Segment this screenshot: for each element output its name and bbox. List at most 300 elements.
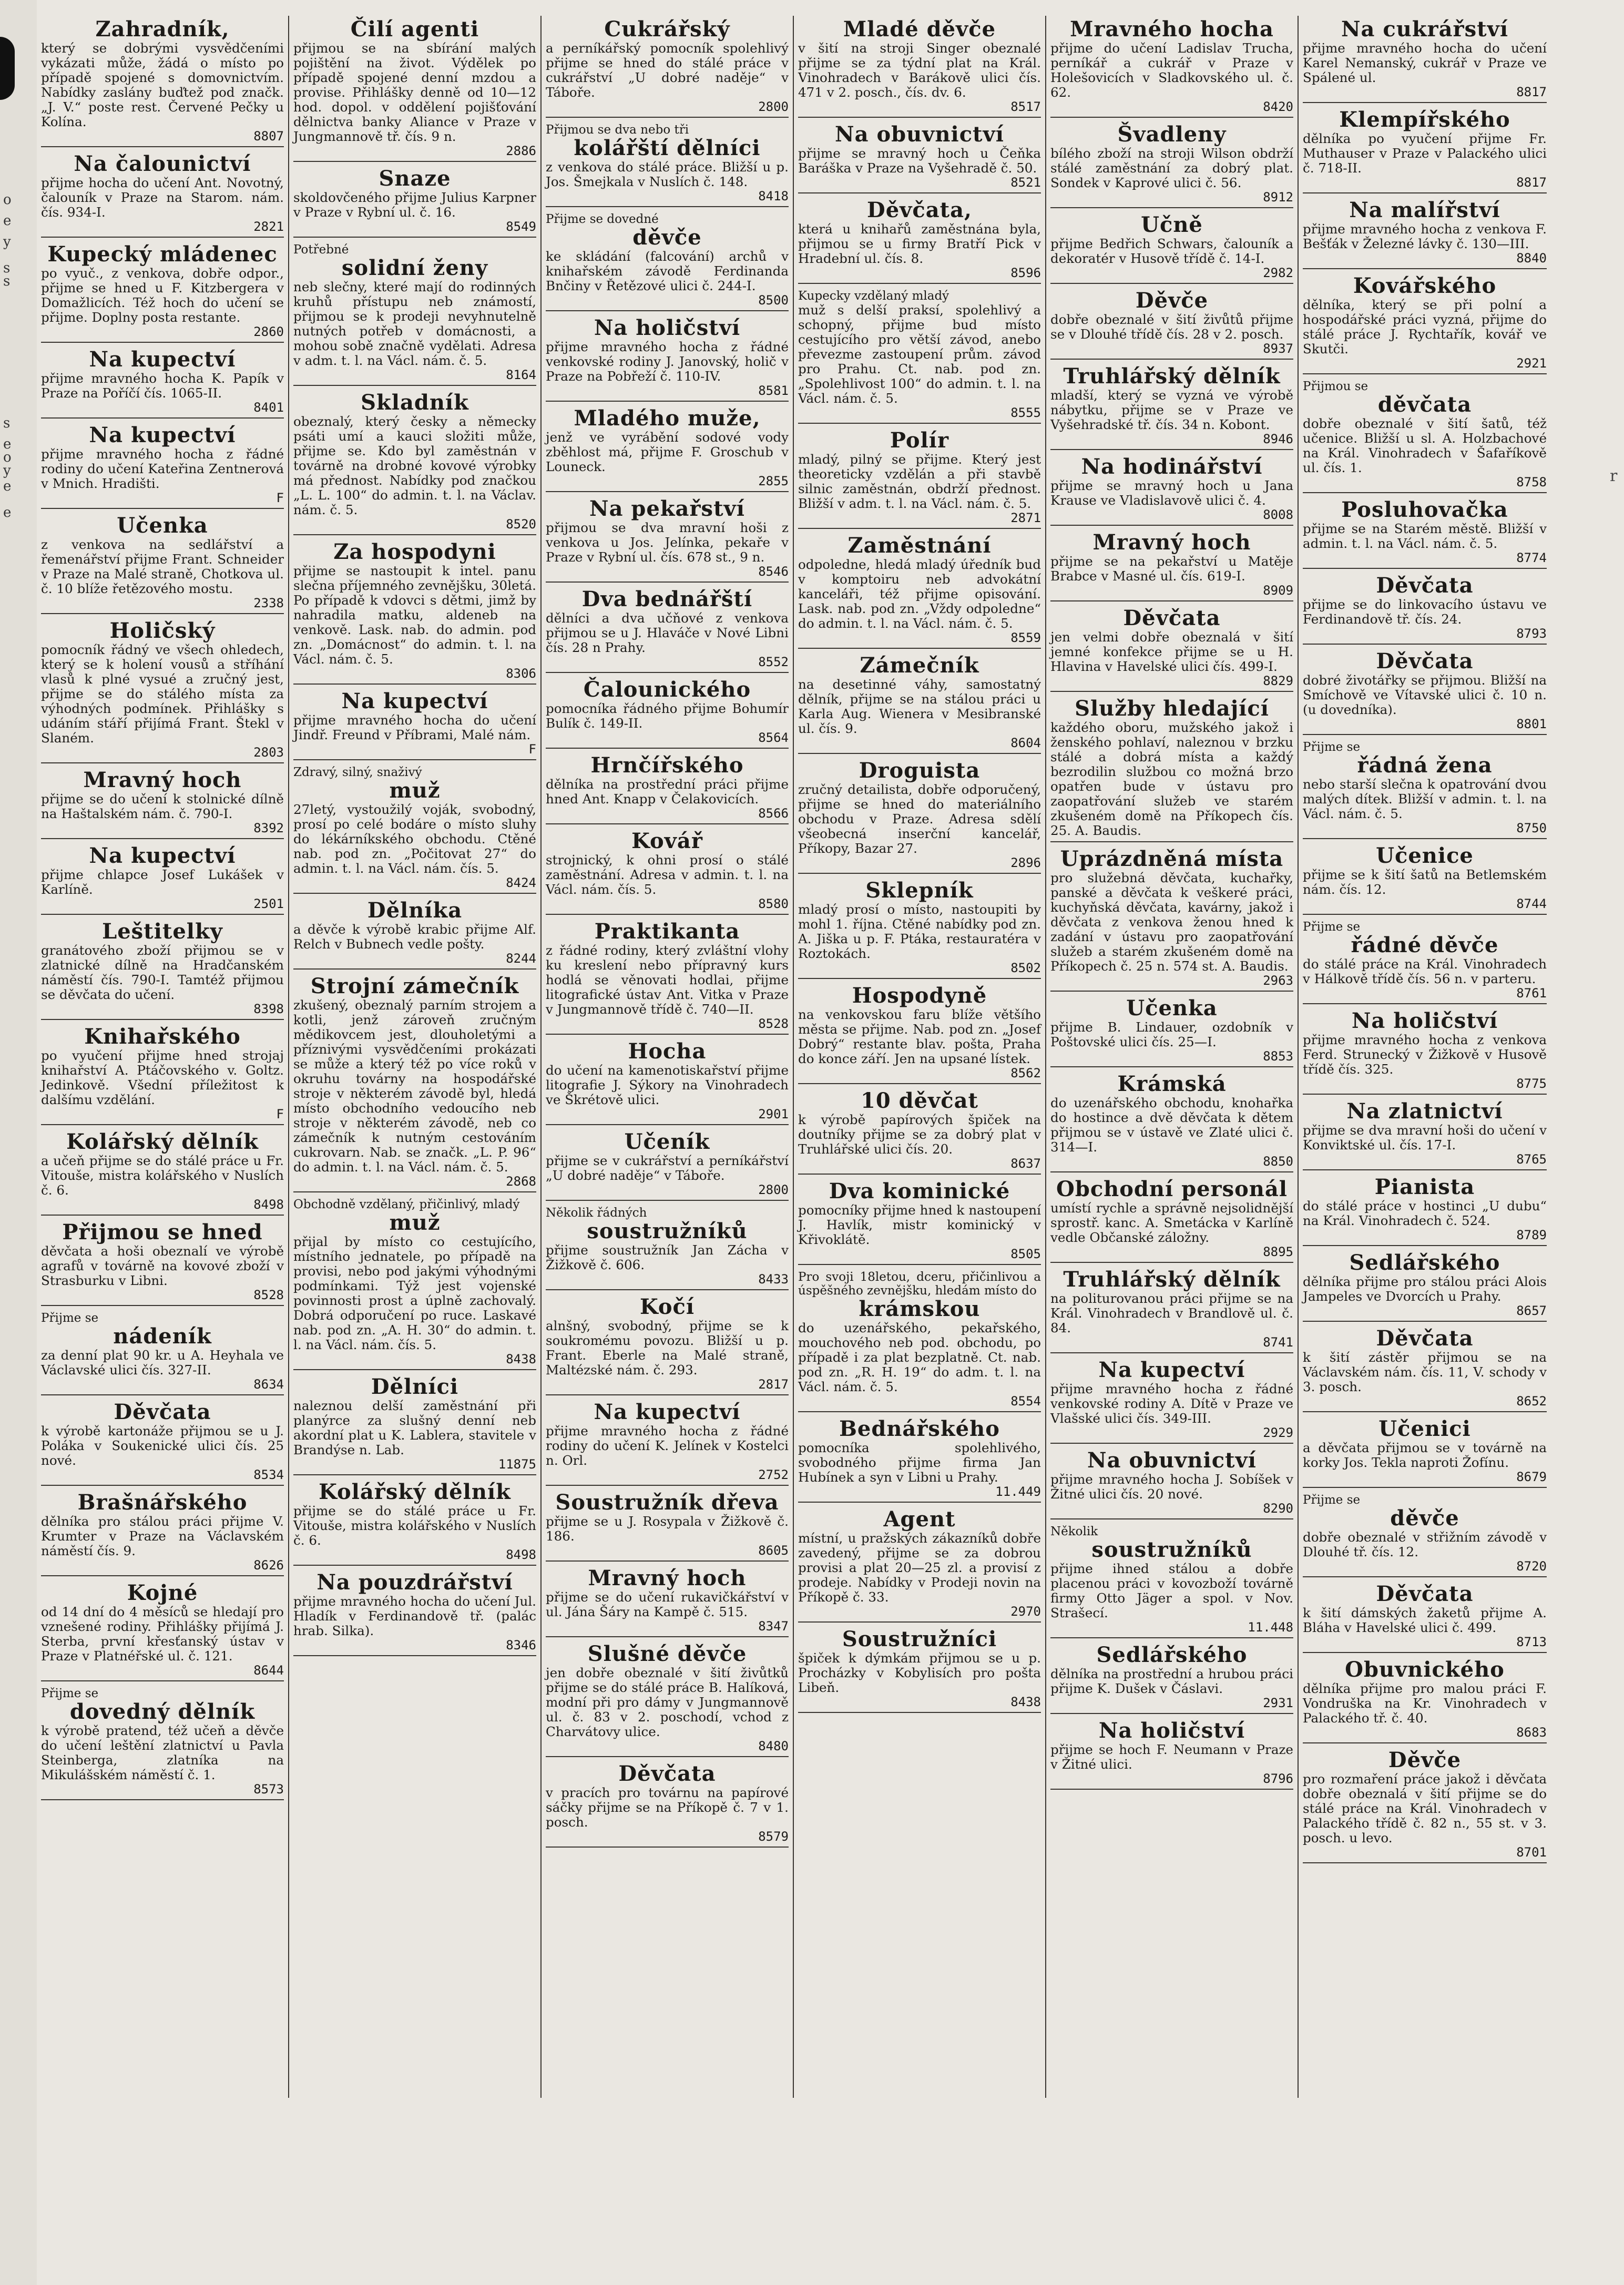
classified-ad bbox=[1050, 605, 1293, 692]
ad-body-text: v šití na stroji Singer obeznalé přijme se za týdní plat na Král. Vinohradech v Barákově ulici čís. 471 v 2. posch., čís. dv. 6. bbox=[798, 40, 1041, 100]
classified-ad bbox=[1050, 211, 1293, 284]
ad-lead-line: Několik řádných bbox=[546, 1206, 647, 1220]
ad-body-text: přijme mravného hocha do učení Jul. Hladík v Ferdinandově tř. (palác hrab. Silka). bbox=[293, 1594, 536, 1638]
classified-ad bbox=[293, 973, 536, 1192]
ad-body-text: do uzenářského, pekařského, mouchového neb pod. obchodu, po případě i za plat bezplatně. Ct. nab. pod zn. „R. H. 19“ do adm. t. l. na Václ. nám. č. 5. bbox=[798, 1320, 1041, 1394]
ad-reference-number: 2501 bbox=[253, 896, 284, 911]
classified-ad bbox=[1050, 16, 1293, 118]
classified-ad bbox=[546, 1565, 789, 1637]
ad-heading: Děvčata bbox=[1376, 649, 1474, 674]
ad-column-3 bbox=[542, 16, 794, 2098]
ad-body-text: přijme soustružník Jan Zácha v Žižkově č. 606. bbox=[546, 1242, 789, 1272]
ad-body-text: přijme se k šití šatů na Betlemském nám. čís. 12. bbox=[1303, 867, 1547, 897]
ad-body-text: k výrobě papírových špiček na doutníky přijme se za dobrý plat v Truhlářské ulici čís. 20. bbox=[798, 1112, 1041, 1157]
ad-body-text: děvčata a hoši obeznalí ve výrobě agrafů v továrně na kovové zboží v Strasburku v Libni. bbox=[41, 1243, 284, 1288]
ad-body-text: pro rozmaření práce jakož i děvčata dobře obeznalá v šití přijme se do stálé práce na Král. Vinohradech v Palackého třídě č. 82 n., 55 st. v 3. posch. u levo. bbox=[1303, 1771, 1547, 1845]
ad-body-text: přijme chlapce Josef Lukášek v Karlíně. bbox=[41, 867, 284, 897]
classified-ad bbox=[1050, 1717, 1293, 1790]
ad-heading: Zámečník bbox=[860, 653, 979, 678]
classified-ad bbox=[798, 1506, 1041, 1623]
classified-ad bbox=[546, 1038, 789, 1125]
ad-body-text: který se dobrými vysvědčeními vykázati může, žádá o místo po případě spojené s domovnictvím. Nabídky zaslány buďtež pod značk. „J. V.“ poste rest. Červené Pečky u Kolína. bbox=[41, 40, 284, 129]
ad-heading: Děvčata, bbox=[867, 198, 972, 222]
left-margin-fragment bbox=[0, 0, 37, 2285]
classified-ad bbox=[546, 210, 789, 311]
ad-body-text: dělníka na prostřední práci přijme hned Ant. Knapp v Čelakovicích. bbox=[546, 777, 789, 807]
ad-body-text: přijme se mravný hoch u Čeňka Baráška v Praze na Vyšehradě č. 50. bbox=[798, 146, 1041, 176]
classified-ad bbox=[1050, 1176, 1293, 1263]
ad-reference-number: 8720 bbox=[1516, 1559, 1547, 1574]
classified-ad bbox=[1303, 272, 1547, 374]
ad-heading: Na holičství bbox=[1351, 1008, 1498, 1033]
ad-heading: Přijmou se hned bbox=[62, 1220, 263, 1244]
classified-ad bbox=[546, 1293, 789, 1395]
classified-ad bbox=[546, 1128, 789, 1201]
classified-ad bbox=[798, 757, 1041, 874]
ad-reference-number: 8008 bbox=[1263, 507, 1293, 522]
ad-body-text: umístí rychle a správně nejsolidnější sprostř. kanc. A. Smetácka v Karlíně vedle Občanské záložny. bbox=[1050, 1200, 1293, 1245]
ad-heading: Kovář bbox=[631, 829, 703, 853]
classified-ad bbox=[1303, 918, 1547, 1004]
ad-reference-number: 8652 bbox=[1516, 1394, 1547, 1409]
classified-ad bbox=[798, 1626, 1041, 1713]
classified-ad bbox=[41, 1685, 284, 1800]
ad-body-text: přijme mravného hocha do učení Jindř. Freund v Příbrami, Malé nám. bbox=[293, 712, 536, 742]
ad-body-text: z venkova na sedlářství a řemenářství přijme Frant. Schneider v Praze na Malé straně, Chotkova ul. č. 10 blíže řetězového mostu. bbox=[41, 537, 284, 596]
classified-ad bbox=[1303, 496, 1547, 569]
ad-body-text: přijme se na Starém městě. Bližší v admin. t. l. na Václ. nám. č. 5. bbox=[1303, 521, 1547, 551]
classified-ad bbox=[293, 897, 536, 970]
ad-body-text: dělníka přijme pro malou práci F. Vondruška na Kr. Vinohradech v Palackého tř. č. 40. bbox=[1303, 1681, 1547, 1726]
classified-ad bbox=[546, 676, 789, 749]
ad-body-text: přijme mravného hocha z řádné rodiny do učení K. Jelínek v Kostelci n. Orl. bbox=[546, 1423, 789, 1468]
ad-reference-number: 8765 bbox=[1516, 1152, 1547, 1167]
classified-ad bbox=[1050, 453, 1293, 526]
ad-heading: soustružníků bbox=[587, 1219, 748, 1243]
ad-reference-number: 2929 bbox=[1263, 1425, 1293, 1440]
ad-reference-number: 8775 bbox=[1516, 1076, 1547, 1091]
ad-heading: Sklepník bbox=[865, 878, 974, 903]
ad-heading: Na malířství bbox=[1349, 198, 1500, 222]
ad-heading: Skladník bbox=[361, 390, 469, 415]
classified-ad bbox=[41, 512, 284, 614]
ad-body-text: po vyuč., z venkova, dobře odpor., přijme se hned u F. Kitzbergera v Domažlicích. Též hoch do učení se přijme. Doplny posta restante. bbox=[41, 266, 284, 325]
ad-body-text: jen dobře obeznalé v šití živůtků přijme se do stálé práce B. Halíková, modní při pro dámy v Jungmannově ul. č. 83 v 2. poschodí, vchod z Charvátovy ulice. bbox=[546, 1665, 789, 1739]
ad-reference-number: 2970 bbox=[1010, 1604, 1041, 1619]
ad-lead-line: Přijmou se dva nebo tři bbox=[546, 123, 689, 137]
ad-heading: děvče bbox=[632, 225, 702, 250]
ad-reference-number: 2821 bbox=[253, 219, 284, 234]
classified-ad bbox=[546, 752, 789, 824]
ad-heading: Truhlářský dělník bbox=[1063, 364, 1281, 389]
ad-body-text: pomocník řádný ve všech ohledech, který se k holení vousů a stříhání vlasů k plné vysué a zručný jest, přijme se do stálého místa za výhodných podmínek. Přihlášky s udáním stáří přijímá Frant. Štekl v Slaném. bbox=[41, 642, 284, 746]
classified-ad bbox=[41, 1579, 284, 1681]
classified-ad bbox=[1050, 287, 1293, 360]
ad-heading: Učenka bbox=[117, 513, 208, 538]
ad-body-text: přijme Bedřich Schwars, čalouník a dekoratér v Husově třídě č. 14-I. bbox=[1050, 236, 1293, 266]
ad-heading: Děvčata bbox=[1376, 1582, 1474, 1606]
ad-body-text: přijme se u J. Rosypala v Žižkově č. 186. bbox=[546, 1514, 789, 1544]
classified-ad bbox=[1050, 1070, 1293, 1172]
ad-body-text: přijme mravného hocha z řádné rodiny do učení Kateřina Zentnerová v Mnich. Hradišti. bbox=[41, 446, 284, 491]
classified-ad bbox=[1050, 695, 1293, 842]
ad-lead-line: Přijme se bbox=[1303, 920, 1361, 934]
ad-body-text: mladší, který se vyzná ve výrobě nábytku, přijme se v Praze ve Vyšehradské tř. čís. 34 n. Kobont. bbox=[1050, 387, 1293, 432]
classified-ad bbox=[41, 1399, 284, 1486]
ad-heading: Soustružník dřeva bbox=[555, 1490, 779, 1515]
ad-reference-number: 2860 bbox=[253, 324, 284, 339]
ad-heading: Hocha bbox=[628, 1039, 707, 1064]
ad-heading: Obchodní personál bbox=[1056, 1177, 1288, 1201]
ad-heading: Na kupectví bbox=[341, 689, 488, 713]
ad-heading: 10 děvčat bbox=[861, 1088, 978, 1113]
classified-ad bbox=[41, 150, 284, 238]
ad-reference-number: 8420 bbox=[1263, 99, 1293, 114]
ad-reference-number: 8829 bbox=[1263, 674, 1293, 688]
ad-body-text: dělníka přijme pro stálou práci Alois Jampeles ve Dvorcích u Prahy. bbox=[1303, 1274, 1547, 1304]
classified-ad bbox=[293, 1478, 536, 1566]
ad-body-text: do stálé práce v hostinci „U dubu“ na Král. Vinohradech č. 524. bbox=[1303, 1198, 1547, 1228]
classified-ad bbox=[1050, 1447, 1293, 1519]
ad-reference-number: 8392 bbox=[253, 821, 284, 835]
ad-body-text: přijme se v cukrářství a perníkářství „U dobré naděje“ v Táboře. bbox=[546, 1153, 789, 1183]
ad-heading: Mravného hocha bbox=[1070, 17, 1274, 42]
ad-lead-line: Kupecky vzdělaný mladý bbox=[798, 289, 949, 303]
ad-heading: Leštitelky bbox=[102, 919, 223, 944]
ad-reference-number: 8946 bbox=[1263, 432, 1293, 446]
classified-ad bbox=[798, 121, 1041, 193]
ad-body-text: dělníka na prostřední a hrubou práci přijme K. Dušek v Čáslavi. bbox=[1050, 1666, 1293, 1696]
ad-body-text: k šití zástěr přijmou se na Václavském nám. čís. 11, V. schody v 3. posch. bbox=[1303, 1350, 1547, 1394]
classified-ad bbox=[546, 1489, 789, 1562]
classified-ad bbox=[1303, 1656, 1547, 1743]
ad-reference-number: 8853 bbox=[1263, 1049, 1293, 1064]
classified-ad bbox=[293, 389, 536, 535]
ad-heading: děvčata bbox=[1377, 392, 1472, 417]
ad-heading: Kojné bbox=[127, 1580, 198, 1605]
ad-heading: Polír bbox=[890, 428, 949, 453]
ad-body-text: obeznalý, který česky a německy psáti umí a kauci složiti může, přijme se. Kdo byl zaměstnán v továrně na drobné kovové výrobky má přednost. Nabídky pod značkou „L. L. 100“ do admin. t. l. na Václav. nám. č. 5. bbox=[293, 414, 536, 517]
classified-ad bbox=[798, 287, 1041, 424]
ad-heading: Knihařského bbox=[84, 1024, 241, 1049]
ad-body-text: nebo starší slečna k opatrování dvou malých dítek. Bližší v admin. t. l. na Václ. nám. č. 5. bbox=[1303, 777, 1547, 821]
ad-heading: Strojní zámečník bbox=[310, 974, 519, 998]
ad-reference-number: 8701 bbox=[1516, 1845, 1547, 1860]
ad-reference-number: 8566 bbox=[758, 806, 789, 821]
classified-ad bbox=[293, 241, 536, 386]
ad-body-text: a děvčata přijmou se v továrně na korky Jos. Tekla naproti Žofínu. bbox=[1303, 1440, 1547, 1470]
classified-ad bbox=[41, 617, 284, 763]
ad-reference-number: 2803 bbox=[253, 745, 284, 760]
ad-body-text: přijme mravného hocha J. Sobíšek v Žitné ulici čís. 20 nové. bbox=[1050, 1472, 1293, 1502]
ad-body-text: jenž ve vyrábění sodové vody zběhlost má, přijme F. Groschub v Louneck. bbox=[546, 430, 789, 474]
ad-body-text: na desetinné váhy, samostatný dělník, přijme se na stálou práci u Karla Aug. Wienera v Mesibranské ul. čís. 9. bbox=[798, 677, 1041, 736]
classified-ad bbox=[1303, 106, 1547, 193]
ad-reference-number: 2868 bbox=[506, 1174, 536, 1189]
classified-ad bbox=[41, 16, 284, 147]
ad-heading: Na pekařství bbox=[589, 496, 745, 521]
ad-reference-number: 8789 bbox=[1516, 1228, 1547, 1242]
ad-heading: Mladé děvče bbox=[843, 17, 996, 42]
ad-reference-number: 8164 bbox=[506, 368, 536, 382]
ad-column-6 bbox=[1299, 16, 1551, 2098]
ad-heading: Kolářský dělník bbox=[66, 1129, 259, 1154]
classified-ad bbox=[41, 1219, 284, 1306]
ad-lead-line: Přijme se bbox=[1303, 740, 1361, 754]
ad-heading: Truhlářský dělník bbox=[1063, 1267, 1281, 1292]
ad-heading: dovedný dělník bbox=[69, 1699, 256, 1724]
ad-body-text: granátového zboží přijmou se v zlatnické dílně na Hradčanském náměstí čís. 790-I. Tamtéž přijmou se děvčata do učení. bbox=[41, 943, 284, 1002]
ad-body-text: špiček k dýmkám přijmou se u p. Procházky v Kobylisích pro pošta Libeň. bbox=[798, 1650, 1041, 1695]
ad-body-text: každého oboru, mužského jakož i ženského pohlaví, naleznou v brzku stálé a dobrá místa a každý bezrodilin službou co možná brzo opatřen bude v ústavu pro zaopatřování služeb ve starém zkušeném domě na Příkopech čís. 25. A. Baudis. bbox=[1050, 720, 1293, 838]
margin-letter: s bbox=[3, 260, 11, 276]
ad-body-text: přijme mravného hocha K. Papík v Praze na Poříčí čís. 1065-II. bbox=[41, 371, 284, 401]
ad-reference-number: 8517 bbox=[1010, 99, 1041, 114]
ad-body-text: od 14 dní do 4 měsíců se hledají pro vznešené rodiny. Přihlášky přijímá J. Sterba, první křesťanský ústav v Praze v Platnéřské ul. č. 121. bbox=[41, 1604, 284, 1664]
ad-heading: řádné děvče bbox=[1351, 933, 1499, 957]
ad-body-text: a děvče k výrobě krabic přijme Alf. Relch v Bubnech vedle pošty. bbox=[293, 922, 536, 952]
ad-reference-number: 8500 bbox=[758, 293, 789, 308]
ad-heading: kolářští dělníci bbox=[574, 136, 761, 160]
ad-heading: Na pouzdrářství bbox=[316, 1570, 513, 1595]
ad-heading: Čilí agenti bbox=[350, 17, 479, 42]
ad-heading: Kolářský dělník bbox=[319, 1480, 511, 1504]
ad-reference-number: 8552 bbox=[758, 655, 789, 669]
ad-reference-number: 8679 bbox=[1516, 1470, 1547, 1484]
ad-reference-number: 8626 bbox=[253, 1558, 284, 1573]
ad-body-text: pomocníka spolehlivého, svobodného přijme firma Jan Hubínek a syn v Libni u Prahy. bbox=[798, 1440, 1041, 1485]
margin-letter: e bbox=[3, 478, 12, 494]
ad-reference-number: F bbox=[528, 742, 536, 757]
ad-body-text: a učeň přijme se do stálé práce u Fr. Vitouše, mistra kolářského v Nuslích č. 6. bbox=[41, 1153, 284, 1198]
ad-reference-number: 8528 bbox=[253, 1288, 284, 1302]
ad-heading: řádná žena bbox=[1357, 753, 1493, 778]
classified-ad bbox=[1303, 1007, 1547, 1095]
ad-body-text: přijme se do učení k stolnické dílně na Haštalském nám. č. 790-I. bbox=[41, 791, 284, 821]
classified-ad bbox=[798, 1268, 1041, 1412]
margin-letter: o bbox=[3, 192, 12, 208]
classified-ad bbox=[1303, 378, 1547, 493]
ad-body-text: odpoledne, hledá mladý úředník bud v komptoiru neb advokátní kanceláři, též přijme opisování. Lask. nab. pod zn. „Vždy odpoledne“ do admin. t. l. na Václ. nám. č. 5. bbox=[798, 557, 1041, 631]
classified-ad bbox=[546, 314, 789, 402]
ad-heading: Soustružníci bbox=[842, 1627, 997, 1651]
ad-heading: Na kupectví bbox=[89, 347, 236, 372]
classified-ad bbox=[293, 165, 536, 238]
ad-heading: Agent bbox=[883, 1507, 956, 1532]
ad-reference-number: 2855 bbox=[758, 474, 789, 488]
classified-ad bbox=[546, 1760, 789, 1848]
classified-ad bbox=[41, 1489, 284, 1576]
ad-reference-number: 8306 bbox=[506, 666, 536, 681]
ad-heading: Děvčata bbox=[618, 1761, 716, 1786]
ad-lead-line: Přijmou se bbox=[1303, 380, 1368, 393]
ad-reference-number: 8528 bbox=[758, 1016, 789, 1031]
ad-reference-number: 8713 bbox=[1516, 1635, 1547, 1649]
ad-body-text: mladý prosí o místo, nastoupiti by mohl 1. října. Ctěné nabídky pod zn. A. Jiška u p. F. Ptáka, restauratéra v Roztokách. bbox=[798, 902, 1041, 961]
ad-heading: Krámská bbox=[1117, 1072, 1227, 1096]
ad-reference-number: 8498 bbox=[506, 1547, 536, 1562]
classified-ad bbox=[41, 1128, 284, 1216]
ad-heading: muž bbox=[389, 1210, 441, 1235]
classified-ad bbox=[1303, 1415, 1547, 1488]
ad-heading: Uprázdněná místa bbox=[1060, 846, 1284, 871]
classified-ad bbox=[798, 652, 1041, 754]
ad-heading: Děvčata bbox=[1376, 1326, 1474, 1351]
classified-ad bbox=[546, 16, 789, 118]
ad-body-text: přijmou se na sbírání malých pojištění na život. Výdělek po případě spojené denní mzdou a provise. Přihlášky denně od 10—12 hod. dopol. v oddělení pojišťování dělnictva banky Aliance v Praze v Jungmannově tř. čís. 9 n. bbox=[293, 40, 536, 144]
ad-heading: Hrnčířského bbox=[590, 753, 744, 778]
classified-ad bbox=[798, 197, 1041, 284]
ad-body-text: dobře obeznalé v šití živůtů přijme se v Dlouhé třídě čís. 28 v 2. posch. bbox=[1050, 312, 1293, 342]
ad-heading: nádeník bbox=[113, 1324, 212, 1349]
classified-ad bbox=[798, 1087, 1041, 1175]
ad-body-text: zkušený, obeznalý parním strojem a kotli, jenž zároveň zručným mědikovcem jest, dlouholetými a příznivými vysvědčeními prokázati se může a který též po více roků v okruhu továrny na hospodářské stroje v některém závodě byl, hledá místo obchodního vedoucího neb stroje v některém závodě, neb co zámečník k nutným cestováním cukrovarn. Nab. se značk. „L. P. 96“ do admin. t. l. na Václ. nám. č. 5. bbox=[293, 997, 536, 1175]
ad-heading: Na holičství bbox=[1098, 1718, 1245, 1743]
ad-body-text: přijme hocha do učení Ant. Novotný, čalouník v Praze na Starom. nám. čís. 934-I. bbox=[41, 175, 284, 220]
ad-heading: Dělníci bbox=[371, 1374, 459, 1399]
ad-reference-number: 8895 bbox=[1263, 1244, 1293, 1259]
ad-body-text: dobře obeznalé v šití šatů, též učenice. Bližší u sl. A. Holzbachové na Král. Vinohradech v Šafaříkově ul. čís. 1. bbox=[1303, 416, 1547, 475]
ad-reference-number: 8580 bbox=[758, 896, 789, 911]
ad-reference-number: 8657 bbox=[1516, 1303, 1547, 1318]
ad-heading: Mravný hoch bbox=[83, 768, 242, 792]
ad-reference-number: 8579 bbox=[758, 1829, 789, 1844]
ad-lead-line: Přijme se bbox=[41, 1311, 99, 1325]
ad-heading: Hospodyně bbox=[852, 983, 987, 1008]
ad-body-text: naleznou delší zaměstnání při planýrce za slušný denní neb akordní plat u K. Lablera, stavitele v Brandýse n. Lab. bbox=[293, 1398, 536, 1457]
ad-body-text: muž s delší praksí, spolehlivý a schopný, přijme bud místo cestujícího pro větší závod, anebo převezme zastoupení prům. závod pro Prahu. Ct. nab. pod zn. „Spolehlivost 100“ do admin. t. l. na Václ. nám. č. 5. bbox=[798, 302, 1041, 406]
ad-heading: Děvčata bbox=[114, 1400, 211, 1424]
ad-reference-number: F bbox=[276, 491, 284, 505]
classified-ad bbox=[1303, 1491, 1547, 1577]
ad-body-text: přijme se nastoupit k intel. panu slečna příjemného zevnějšku, 30letá. Po případě k vdovci s dětmi, jimž by nahradila matku, aldeneb na venkově. Lask. nab. do admin. pod zn. „Domácnost“ do admin. t. l. na Václ. nám. č. 5. bbox=[293, 563, 536, 667]
ad-reference-number: 2963 bbox=[1263, 973, 1293, 988]
ad-heading: Učenka bbox=[1126, 996, 1218, 1021]
ad-reference-number: 8850 bbox=[1263, 1154, 1293, 1169]
ad-body-text: dělníka po vyučení přijme Fr. Muthauser v Praze v Palackého ulici č. 718-II. bbox=[1303, 131, 1547, 176]
ad-reference-number: 11.448 bbox=[1248, 1620, 1293, 1635]
ad-heading: Učně bbox=[1141, 212, 1203, 237]
ad-lead-line: Přijme se dovedné bbox=[546, 212, 659, 226]
ad-reference-number: 8418 bbox=[758, 189, 789, 203]
ad-heading: Pianista bbox=[1374, 1175, 1475, 1199]
ad-reference-number: 8801 bbox=[1516, 717, 1547, 731]
ad-body-text: strojnický, k ohni prosí o stálé zaměstnání. Adresa v admin. t. l. na Václ. nám. čís. 5. bbox=[546, 852, 789, 897]
classified-ad bbox=[293, 1569, 536, 1656]
ad-body-text: ke skládání (falcování) archů v knihařském závodě Ferdinanda Bnčiny v Řetězové ulici č. 244-I. bbox=[546, 249, 789, 293]
ad-lead-line: Potřebné bbox=[293, 243, 349, 257]
ad-body-text: mladý, pilný se přijme. Který jest theoreticky vzdělán a při stavbě silnic zaměstnán, obdrží přednost. Bližší v adm. t. l. na Václ. nám. č. 5. bbox=[798, 452, 1041, 511]
ad-body-text: přijme se na pekařství u Matěje Brabce v Masné ul. čís. 619-I. bbox=[1050, 554, 1293, 584]
ad-heading: soustružníků bbox=[1091, 1537, 1252, 1562]
ad-reference-number: 8637 bbox=[1010, 1156, 1041, 1171]
classified-ad bbox=[1303, 1098, 1547, 1170]
ad-body-text: přijme mravného hocha z venkova F. Bešťák v Železné lávky č. 130—III. bbox=[1303, 221, 1547, 251]
margin-letter: s bbox=[3, 273, 11, 289]
ad-reference-number: 8549 bbox=[506, 219, 536, 234]
ad-lead-line: Pro svoji 18letou, dceru, přičinlivou a úspěšného zevnějšku, hledám místo do bbox=[798, 1270, 1041, 1298]
ad-reference-number: 8840 bbox=[1516, 251, 1547, 266]
classified-ad bbox=[1303, 1174, 1547, 1246]
ad-body-text: dělníka, který se při polní a hospodářské práci vyzná, přijme do stálé práce J. Rychtařík, kovář ve Skutči. bbox=[1303, 297, 1547, 356]
ad-reference-number: 8398 bbox=[253, 1002, 284, 1016]
ad-body-text: pomocníka řádného přijme Bohumír Bulík č. 149-II. bbox=[546, 701, 789, 731]
ad-heading: Snaze bbox=[379, 166, 451, 191]
ad-lead-line: Přijme se bbox=[1303, 1493, 1361, 1507]
ad-body-text: k výrobě kartonáže přijmou se u J. Poláka v Soukenické ulici čís. 25 nové. bbox=[41, 1423, 284, 1468]
ad-heading: Dva kominické bbox=[829, 1179, 1010, 1203]
ad-body-text: přijme B. Lindauer, ozdobník v Poštovské ulici čís. 25—I. bbox=[1050, 1019, 1293, 1049]
ad-reference-number: 8596 bbox=[1010, 266, 1041, 280]
ad-reference-number: 8937 bbox=[1263, 341, 1293, 356]
ad-reference-number: 8433 bbox=[758, 1272, 789, 1287]
ad-heading: Děvče bbox=[1135, 288, 1209, 313]
margin-letter: y bbox=[3, 234, 11, 250]
ad-heading: krámskou bbox=[859, 1297, 980, 1321]
ad-heading: Sedlářského bbox=[1096, 1643, 1248, 1667]
ad-body-text: dobré životářky se přijmou. Bližší na Smíchově ve Vítavské ulici č. 10 n. (u dovedníka). bbox=[1303, 672, 1547, 717]
ad-reference-number: 8909 bbox=[1263, 583, 1293, 598]
ad-heading: Mravný hoch bbox=[1092, 530, 1251, 555]
ad-heading: Dělníka bbox=[367, 898, 463, 923]
ad-body-text: pro služebná děvčata, kuchařky, panské a děvčata k veškeré práci, kuchyňská děvčata, kavárny, jakož i děvčata z venkova ženou hned k zadání v ústavu pro zaopatřování služeb a starém zkušeném domě na Příkopech č. 25 n. 574 st. A. Baudis. bbox=[1050, 870, 1293, 974]
ad-reference-number: 8573 bbox=[253, 1782, 284, 1797]
classified-ad bbox=[293, 16, 536, 162]
classified-ad bbox=[41, 918, 284, 1020]
margin-letter: y bbox=[3, 463, 11, 478]
classified-ad bbox=[546, 495, 789, 583]
ad-heading: Dva bednářští bbox=[581, 587, 753, 611]
ad-lead-line: Několik bbox=[1050, 1525, 1098, 1538]
margin-letter: o bbox=[3, 450, 12, 465]
ad-reference-number: 8750 bbox=[1516, 821, 1547, 835]
classified-ad bbox=[1303, 16, 1547, 103]
ad-body-text: přijme se do stálé práce u Fr. Vitouše, mistra kolářského v Nuslích č. 6. bbox=[293, 1503, 536, 1548]
ad-body-text: a perníkářský pomocník spolehlivý přijme se hned do stálé práce v cukrářství „U dobré naděje“ v Táboře. bbox=[546, 40, 789, 100]
ad-column-2 bbox=[289, 16, 542, 2098]
ad-heading: Učeník bbox=[624, 1129, 710, 1154]
ad-reference-number: 8774 bbox=[1516, 550, 1547, 565]
classified-ad bbox=[1050, 363, 1293, 450]
ad-reference-number: 8438 bbox=[506, 1352, 536, 1366]
ad-heading: Na kupectví bbox=[594, 1400, 741, 1424]
ad-body-text: na venkovskou faru blíže většího města se přijme. Nab. pod zn. „Josef Dobrý“ restante blav. pošta, Praha do konce září. Jen na upsané lístek. bbox=[798, 1007, 1041, 1066]
ad-heading: Mravný hoch bbox=[588, 1566, 747, 1590]
classified-ads-columns bbox=[37, 16, 1551, 2098]
ad-heading: Posluhovačka bbox=[1341, 497, 1508, 522]
ad-heading: Na kupectví bbox=[1098, 1358, 1245, 1382]
ad-heading: Na kupectví bbox=[89, 423, 236, 447]
ad-body-text: bílého zboží na stroji Wilson obdrží stálé zaměstnání za dobrý plat. Sondek v Kaprové ulici č. 56. bbox=[1050, 146, 1293, 190]
ad-reference-number: 8498 bbox=[253, 1197, 284, 1212]
ad-body-text: místní, u pražských zákazníků dobře zavedený, přijme se za dobrou provisi a plat 20—25 zl. a provisí z prodeje. Nabídky v Prodeji novin na Příkopě č. 33. bbox=[798, 1531, 1041, 1605]
classified-ad bbox=[798, 1178, 1041, 1265]
ad-body-text: skoldovčeného přijme Julius Karpner v Praze v Rybní ul. č. 16. bbox=[293, 190, 536, 220]
ad-body-text: k výrobě pratend, též učeň a děvče do učení leštění zlatnictví u Pavla Steinberga, zlatníka na Mikulášském náměstí č. 1. bbox=[41, 1723, 284, 1782]
ad-lead-line: Zdravý, silný, snaživý bbox=[293, 766, 422, 779]
ad-reference-number: 8758 bbox=[1516, 475, 1547, 489]
ad-reference-number: 2338 bbox=[253, 596, 284, 610]
classified-ad bbox=[41, 346, 284, 419]
ad-heading: muž bbox=[389, 778, 441, 803]
ad-reference-number: 8741 bbox=[1263, 1335, 1293, 1350]
ad-reference-number: 2752 bbox=[758, 1467, 789, 1482]
ad-reference-number: 8562 bbox=[1010, 1066, 1041, 1080]
ad-body-text: přijme se mravný hoch u Jana Krause ve Vladislavově ulici č. 4. bbox=[1050, 478, 1293, 508]
ad-body-text: přijme do učení Ladislav Trucha, perníkář a cukrář v Praze v Holešovicích v Sladkovského ul. č. 62. bbox=[1050, 40, 1293, 100]
classified-ad bbox=[293, 688, 536, 760]
ad-heading: Sedlářského bbox=[1349, 1250, 1500, 1275]
